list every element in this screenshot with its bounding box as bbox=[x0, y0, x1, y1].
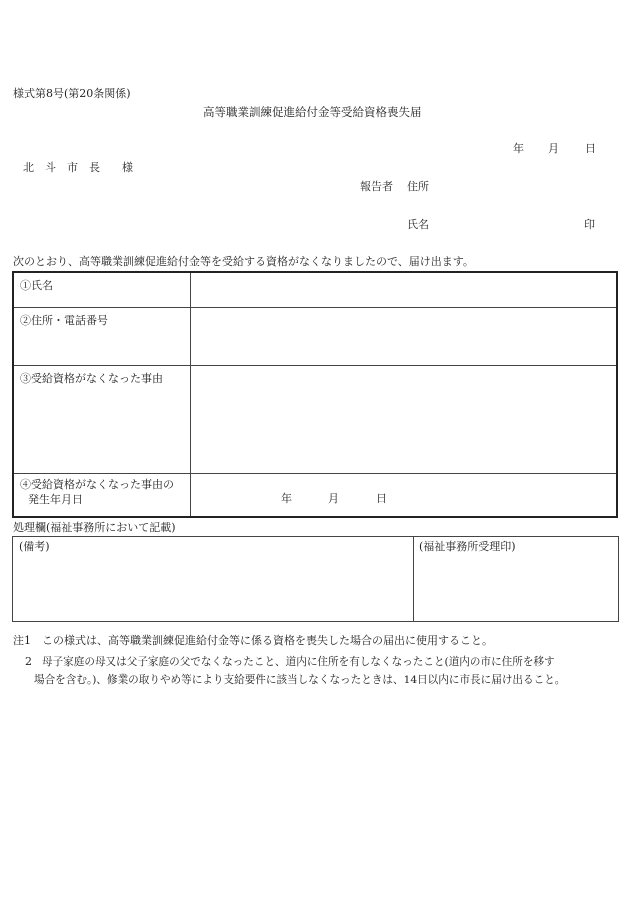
date-month-label: 月 bbox=[548, 142, 559, 155]
form-row-reason-label-cell bbox=[14, 366, 191, 473]
form-row-name bbox=[14, 273, 616, 308]
form-row-address-phone bbox=[14, 308, 616, 366]
note1-text: この様式は、高等職業訓練促進給付金等に係る資格を喪失した場合の届出に使用すること。 bbox=[42, 634, 493, 647]
reporter-name-label: 氏名 bbox=[407, 218, 429, 231]
form-row-occurrence-date bbox=[14, 474, 616, 516]
reporter-address-label: 住所 bbox=[407, 180, 429, 193]
reporter-label: 報告者 bbox=[360, 180, 393, 193]
note1-prefix: 注1 bbox=[13, 634, 31, 647]
occurrence-year-label: 年 bbox=[281, 492, 292, 505]
processing-table bbox=[12, 536, 619, 622]
date-year-label: 年 bbox=[513, 142, 524, 155]
occurrence-month-label: 月 bbox=[328, 492, 339, 505]
form-row-name-label: ①氏名 bbox=[20, 279, 53, 292]
stamp-label: (福祉事務所受理印) bbox=[419, 540, 516, 553]
form-row-reason-label: ③受給資格がなくなった事由 bbox=[20, 372, 163, 385]
addressee: 北 斗 市 長 様 bbox=[23, 161, 133, 174]
occurrence-day-label: 日 bbox=[376, 492, 387, 505]
form-row-address-phone-label-cell bbox=[14, 308, 191, 365]
date-day-label: 日 bbox=[585, 142, 596, 155]
seal-mark: 印 bbox=[584, 218, 595, 231]
remarks-cell bbox=[13, 537, 414, 621]
intro-text: 次のとおり、高等職業訓練促進給付金等を受給する資格がなくなりましたので、届け出ます。 bbox=[13, 255, 474, 268]
remarks-label: (備考) bbox=[19, 540, 50, 553]
document-title: 高等職業訓練促進給付金等受給資格喪失届 bbox=[203, 105, 422, 119]
form-row-reason bbox=[14, 366, 616, 474]
application-form-table bbox=[12, 271, 618, 518]
note2-line1: 母子家庭の母又は父子家庭の父でなくなったこと、道内に住所を有しなくなったこと(道内の市に住所を移す bbox=[42, 656, 555, 668]
form-row-occurrence-date-label-line1: ④受給資格がなくなった事由の bbox=[20, 478, 174, 491]
form-row-occurrence-date-label-line2: 発生年月日 bbox=[28, 493, 83, 506]
form-row-occurrence-date-label-cell bbox=[14, 474, 191, 516]
note2-line2: 場合を含む。)、修業の取りやめ等により支給要件に該当しなくなったときは、14日以内に市長に届け出ること。 bbox=[34, 674, 566, 686]
form-number: 様式第8号(第20条関係) bbox=[13, 87, 131, 100]
note2-prefix: 2 bbox=[25, 655, 32, 668]
form-row-address-phone-label: ②住所・電話番号 bbox=[20, 314, 108, 327]
form-row-name-label-cell bbox=[14, 273, 191, 307]
processing-caption: 処理欄(福祉事務所において記載) bbox=[13, 521, 176, 534]
